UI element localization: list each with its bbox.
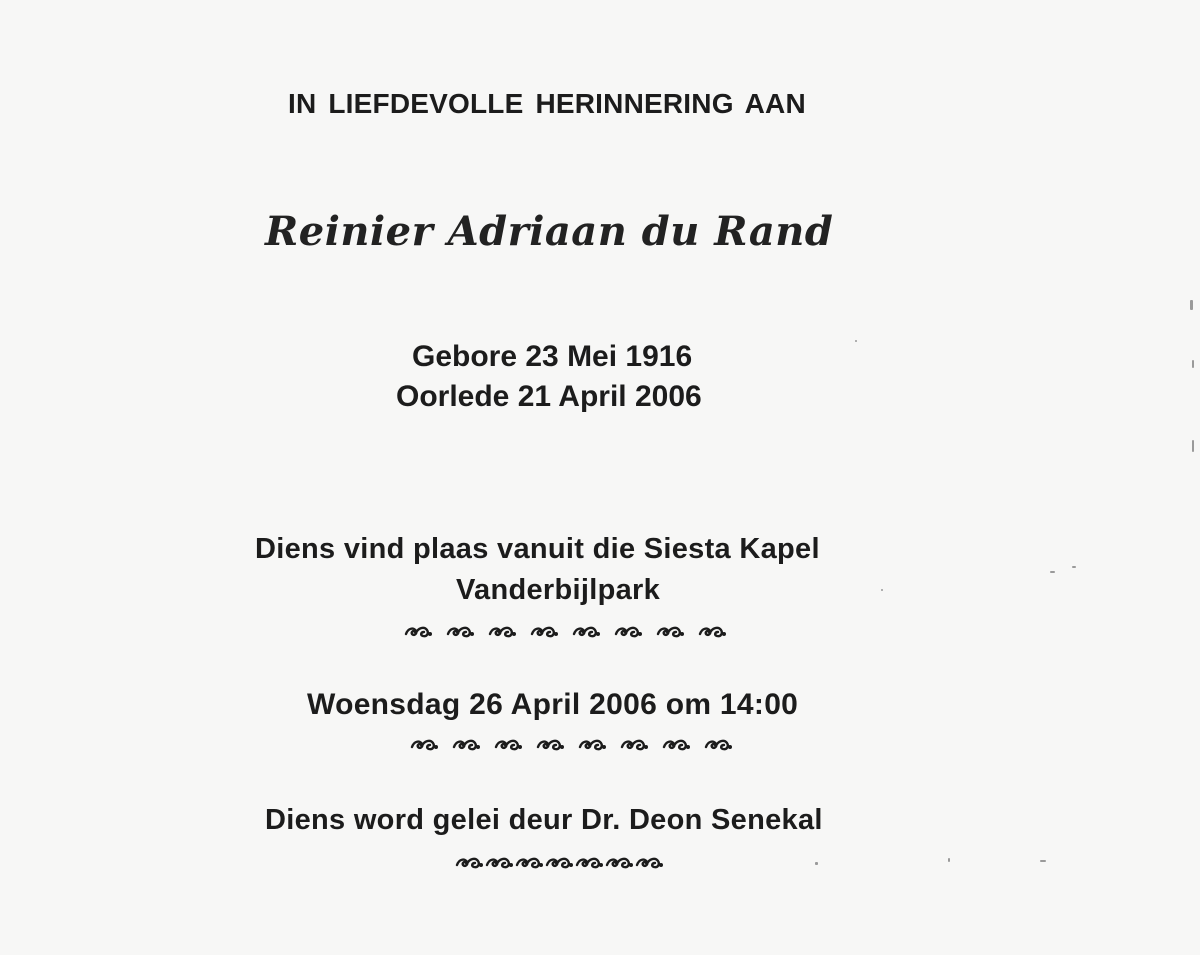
- service-location-line: Diens vind plaas vanuit die Siesta Kapel: [255, 533, 820, 565]
- scan-speck: [1192, 440, 1194, 452]
- swirl-ornament-icon: [704, 737, 734, 753]
- swirl-ornament-icon: [485, 855, 515, 871]
- memorial-heading: IN LIEFDEVOLLE HERINNERING AAN: [288, 88, 806, 119]
- swirl-ornament-icon: [536, 737, 566, 753]
- swirl-ornament-icon: [494, 737, 524, 753]
- officiant-line: Diens word gelei deur Dr. Deon Senekal: [265, 804, 823, 836]
- death-date: Oorlede 21 April 2006: [396, 380, 702, 413]
- swirl-ornament-icon: [452, 737, 482, 753]
- swirl-ornament-icon: [614, 624, 644, 640]
- scan-speck: [1190, 300, 1193, 310]
- scan-speck: [881, 589, 883, 591]
- swirl-ornament-icon: [575, 855, 605, 871]
- swirl-ornament-icon: [656, 624, 686, 640]
- scan-speck: [1072, 566, 1076, 568]
- scan-speck: [948, 858, 950, 862]
- scan-speck: [855, 340, 857, 342]
- swirl-ornament-icon: [410, 737, 440, 753]
- swirl-ornament-icon: [698, 624, 728, 640]
- ornament-divider: [410, 737, 734, 753]
- swirl-ornament-icon: [662, 737, 692, 753]
- deceased-name: Reinier Adriaan du Rand: [265, 208, 834, 255]
- swirl-ornament-icon: [404, 624, 434, 640]
- birth-date: Gebore 23 Mei 1916: [412, 340, 693, 373]
- scan-speck: [1050, 571, 1055, 573]
- swirl-ornament-icon: [515, 855, 545, 871]
- swirl-ornament-icon: [530, 624, 560, 640]
- ornament-divider: [404, 624, 728, 640]
- service-town: Vanderbijlpark: [456, 574, 661, 606]
- scan-speck: [815, 862, 818, 865]
- swirl-ornament-icon: [488, 624, 518, 640]
- ornament-divider: [455, 855, 665, 871]
- scan-speck: [1192, 360, 1194, 368]
- service-date-time: Woensdag 26 April 2006 om 14:00: [307, 688, 799, 721]
- swirl-ornament-icon: [446, 624, 476, 640]
- swirl-ornament-icon: [455, 855, 485, 871]
- swirl-ornament-icon: [572, 624, 602, 640]
- scan-speck: [1040, 860, 1046, 862]
- swirl-ornament-icon: [545, 855, 575, 871]
- swirl-ornament-icon: [635, 855, 665, 871]
- swirl-ornament-icon: [620, 737, 650, 753]
- swirl-ornament-icon: [605, 855, 635, 871]
- swirl-ornament-icon: [578, 737, 608, 753]
